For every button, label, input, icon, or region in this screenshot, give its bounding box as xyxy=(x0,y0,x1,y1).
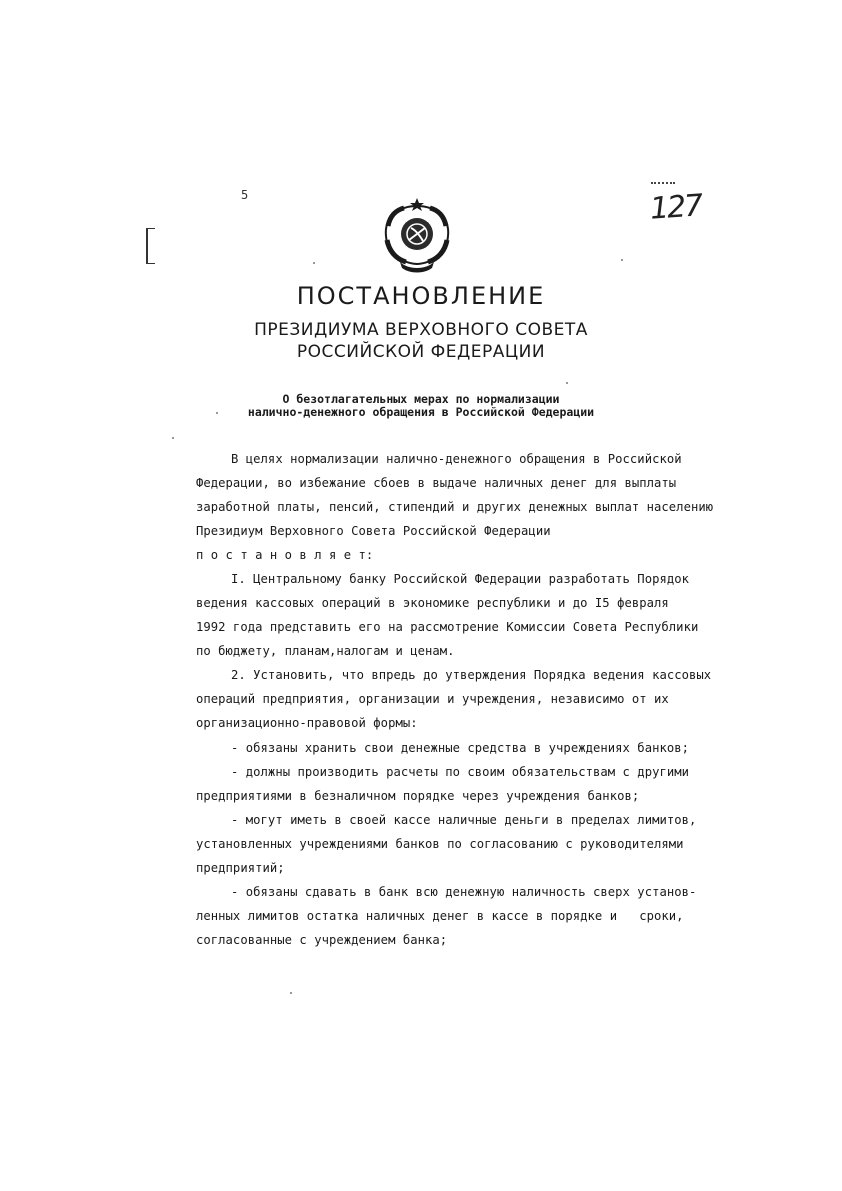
body-line: - обязаны хранить свои денежные средства в учреждениях банков; xyxy=(231,741,690,755)
body-line: установленных учреждениями банков по согласованию с руководителями xyxy=(196,837,684,851)
body-line: 2. Установить, что впредь до утверждения Порядка ведения кассовых xyxy=(231,668,712,682)
archive-number: 127 xyxy=(648,188,703,227)
body-line: операций предприятия, организации и учреждения, независимо от их xyxy=(196,692,669,706)
body-line: В целях нормализации налично-денежного обращения в Российской xyxy=(231,452,682,466)
body-line: I. Центральному банку Российской Федерации разработать Порядок xyxy=(231,572,690,586)
body-line: Президиум Верховного Совета Российской Федерации xyxy=(196,524,551,538)
body-line: - обязаны сдавать в банк всю денежную наличность сверх установ- xyxy=(231,885,697,899)
margin-bracket-mark xyxy=(146,228,155,264)
document-title: ПОСТАНОВЛЕНИЕ xyxy=(296,282,546,310)
issuer-line-1: ПРЕЗИДИУМА ВЕРХОВНОГО СОВЕТА xyxy=(254,320,588,340)
body-line: организационно-правовой формы: xyxy=(196,716,418,730)
issuer-line-2: РОССИЙСКОЙ ФЕДЕРАЦИИ xyxy=(296,342,546,362)
body-line: по бюджету, планам,налогам и ценам. xyxy=(196,644,455,658)
resolution-heading-line-1: О безотлагательных мерах по нормализации xyxy=(282,392,560,406)
body-line: предприятиями в безналичном порядке через учреждения банков; xyxy=(196,789,640,803)
body-line: предприятий; xyxy=(196,861,285,875)
body-line: 1992 года представить его на рассмотрение Комиссии Совета Республики xyxy=(196,620,699,634)
scan-speck xyxy=(621,259,623,261)
body-line: п о с т а н о в л я е т: xyxy=(196,548,374,562)
body-line: - должны производить расчеты по своим обязательствам с другими xyxy=(231,765,690,779)
body-line: заработной платы, пенсий, стипендий и других денежных выплат населению xyxy=(196,500,714,514)
scan-speck xyxy=(290,992,292,994)
archive-stamp-mark xyxy=(651,182,675,188)
scan-speck xyxy=(313,262,315,264)
body-line: согласованные с учреждением банка; xyxy=(196,933,448,947)
scan-speck xyxy=(172,437,174,439)
coat-of-arms-emblem xyxy=(376,196,458,274)
body-line: ленных лимитов остатка наличных денег в кассе в порядке и сроки, xyxy=(196,909,684,923)
scan-speck xyxy=(216,412,218,414)
scan-speck xyxy=(566,382,568,384)
body-line: Федерации, во избежание сбоев в выдаче наличных денег для выплаты xyxy=(196,476,677,490)
page-number-small: 5 xyxy=(241,188,249,202)
resolution-heading-line-2: налично-денежного обращения в Российской Федерации xyxy=(247,405,595,419)
body-line: - могут иметь в своей кассе наличные деньги в пределах лимитов, xyxy=(231,813,697,827)
body-line: ведения кассовых операций в экономике республики и до I5 февраля xyxy=(196,596,669,610)
